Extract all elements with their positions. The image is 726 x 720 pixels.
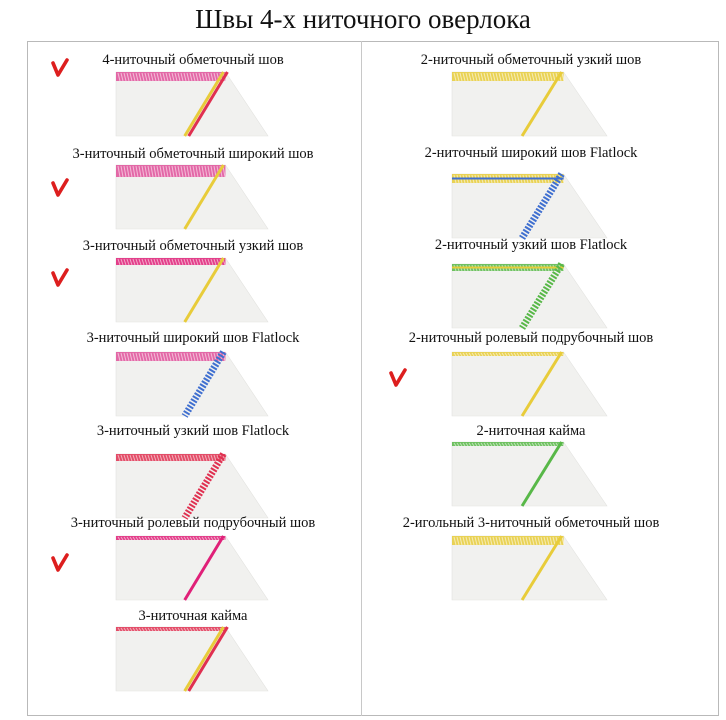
seam-picture — [452, 534, 607, 600]
seam-label-right-6: 2-игольный 3-ниточный обметочный шов — [402, 515, 660, 531]
seam-label-right-4: 2-ниточный ролевый подрубочный шов — [408, 330, 654, 346]
seam-label-left-3: 3-ниточный обметочный узкий шов — [82, 238, 304, 254]
seam-sample-left-1 — [116, 70, 268, 136]
seam-picture — [116, 534, 268, 600]
fabric-shape — [116, 352, 268, 416]
seam-label-left-2: 3-ниточный обметочный широкий шов — [72, 146, 314, 162]
top-stitch-band — [452, 442, 564, 446]
seam-picture — [116, 452, 268, 518]
seam-picture — [116, 625, 268, 691]
seam-sample-right-4 — [452, 350, 607, 416]
seam-sample-left-3 — [116, 256, 268, 322]
seam-picture — [452, 440, 607, 506]
seam-picture — [452, 262, 607, 328]
check-mark-icon — [50, 58, 70, 83]
seam-label-right-5: 2-ниточная кайма — [476, 423, 586, 439]
seam-sample-right-6 — [452, 534, 607, 600]
seam-sample-left-6 — [116, 534, 268, 600]
seam-picture — [116, 70, 268, 136]
seam-sample-right-3 — [452, 262, 607, 328]
fabric-shape — [116, 454, 268, 518]
seam-sample-left-2 — [116, 163, 268, 229]
check-mark-icon — [50, 268, 70, 293]
seam-label-left-4: 3-ниточный широкий шов Flatlock — [86, 330, 300, 346]
seam-label-right-2: 2-ниточный широкий шов Flatlock — [424, 145, 638, 161]
seam-sample-left-5 — [116, 452, 268, 518]
top-stitch-band — [452, 352, 564, 356]
seam-sample-right-1 — [452, 70, 607, 136]
seam-label-right-3: 2-ниточный узкий шов Flatlock — [434, 237, 628, 253]
seam-picture — [452, 70, 607, 136]
seam-label-left-1: 4-ниточный обметочный шов — [102, 52, 284, 68]
seam-picture — [452, 172, 607, 238]
check-mark-icon — [50, 553, 70, 578]
seam-picture — [116, 256, 268, 322]
seam-picture — [116, 163, 268, 229]
seam-sample-left-4 — [116, 350, 268, 416]
column-divider — [361, 41, 362, 716]
seam-sample-right-5 — [452, 440, 607, 506]
seam-label-left-5: 3-ниточный узкий шов Flatlock — [96, 423, 290, 439]
seam-label-left-6: 3-ниточный ролевый подрубочный шов — [70, 515, 316, 531]
seam-label-right-1: 2-ниточный обметочный узкий шов — [420, 52, 642, 68]
check-mark-icon — [388, 368, 408, 393]
seam-label-left-7: 3-ниточная кайма — [138, 608, 248, 624]
seam-sample-right-2 — [452, 172, 607, 238]
seam-picture — [116, 350, 268, 416]
check-mark-icon — [50, 178, 70, 203]
seam-sample-left-7 — [116, 625, 268, 691]
seam-picture — [452, 350, 607, 416]
page-title: Швы 4-х ниточного оверлока — [195, 4, 531, 34]
